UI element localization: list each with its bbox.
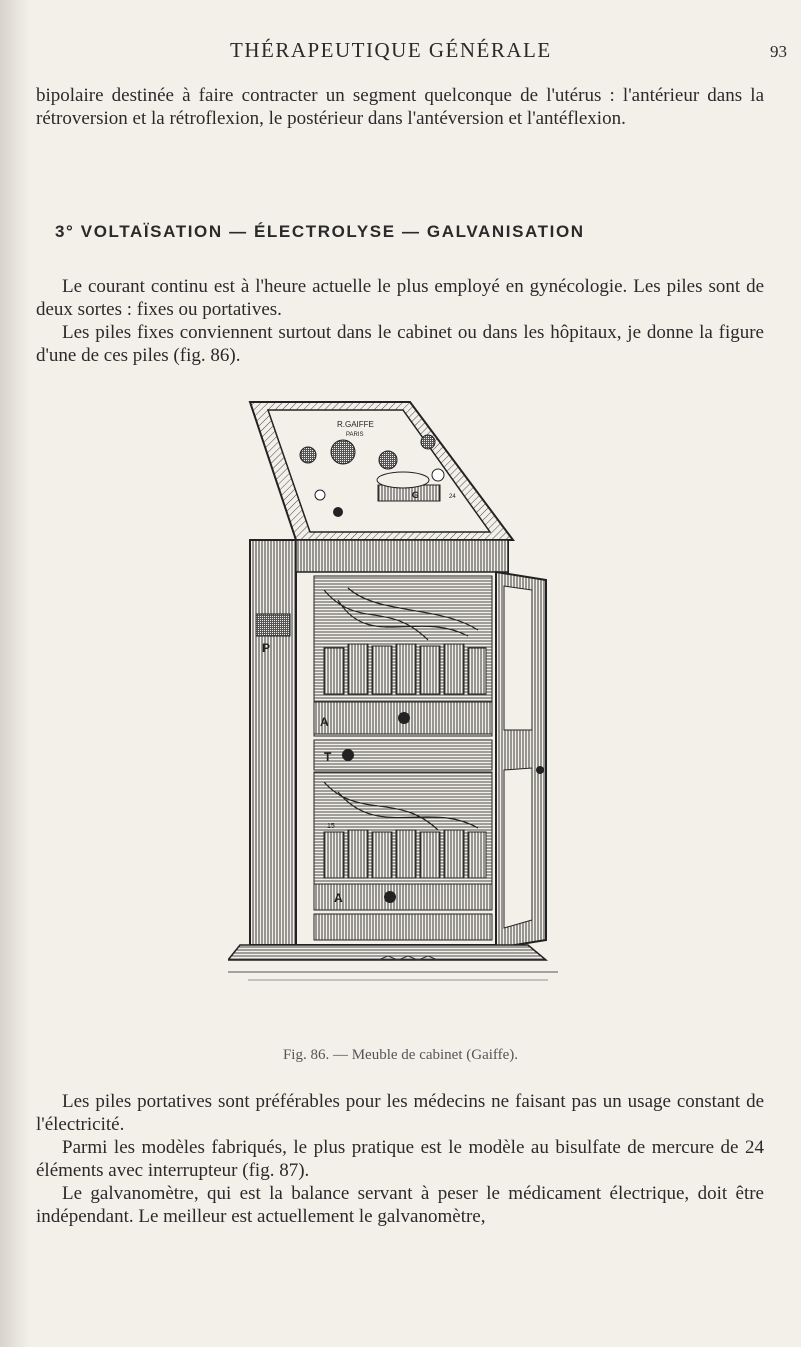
side-switch: [256, 614, 290, 636]
terminal-icon: [333, 507, 343, 517]
door-key-icon: [536, 766, 544, 774]
figure-battery-cabinet: [228, 400, 568, 1030]
lower-battery-cells: [324, 830, 486, 878]
label-24: 24: [449, 494, 456, 500]
label-g: G: [412, 490, 420, 500]
label-a-upper: A: [320, 715, 329, 729]
label-p: P: [262, 641, 271, 655]
cabinet-top-rail: [296, 540, 508, 572]
page-header: [0, 38, 801, 64]
figure-caption: Fig. 86. — Meuble de cabinet (Gaiffe).: [282, 1047, 519, 1063]
dial-knob-icon: [421, 435, 435, 449]
drawer-handle-icon: [342, 749, 354, 761]
label-15: 15: [327, 823, 335, 830]
cabinet-engraving: [228, 400, 568, 1030]
drawer-handle-icon: [398, 712, 410, 724]
base-drawer: [314, 914, 492, 940]
door-panel-upper: [504, 586, 532, 730]
section-heading: 3° VOLTAÏSATION — ÉLECTROLYSE — GALVANISATION: [55, 222, 585, 241]
rheostat-dial-icon: [331, 440, 355, 464]
paragraph-galvanometer: Le galvanomètre, qui est la balance servant à peser le médicament électrique, doit être indépendant. Le meilleur est actuellement le galvanomètre,: [36, 1183, 764, 1227]
terminal-icon: [432, 469, 444, 481]
paragraph-fixed-batteries: Les piles fixes conviennent surtout dans le cabinet ou dans les hôpitaux, je donne la figure d'une de ces piles (fig. 86).: [36, 322, 764, 366]
paragraph-continued: bipolaire destinée à faire contracter un segment quelconque de l'utérus : l'antérieur dans la rétroversion et la rétroflexion, le postérieur dans l'antéversion et l'antéflexion.: [36, 85, 764, 129]
label-a-lower: A: [334, 891, 343, 905]
door-panel-lower: [504, 768, 532, 928]
dial-knob-icon: [300, 447, 316, 463]
binding-shadow: [0, 0, 30, 1347]
middle-drawer: [314, 740, 492, 770]
drawer-handle-icon: [384, 891, 396, 903]
galvanometer-dial-icon: [377, 472, 429, 488]
upper-battery-cells: [324, 644, 486, 694]
maker-label: R.GAIFFE: [337, 420, 374, 429]
paragraph-continuous-current: Le courant continu est à l'heure actuelle le plus employé en gynécologie. Les piles sont de deux sortes : fixes ou portatives.: [36, 276, 764, 320]
dial-knob-icon: [379, 451, 397, 469]
paragraph-models: Parmi les modèles fabriqués, le plus pratique est le modèle au bisulfate de mercure de 24 éléments avec interrupteur (fig. 87).: [36, 1137, 764, 1181]
cabinet-plinth: [228, 945, 546, 960]
city-label: PARIS: [346, 432, 364, 438]
paragraph-portable-batteries: Les piles portatives sont préférables pour les médecins ne faisant pas un usage constant de l'électricité.: [36, 1091, 764, 1135]
label-t: T: [324, 750, 332, 764]
page-number: 93: [770, 42, 787, 61]
terminal-icon: [315, 490, 325, 500]
running-head: THÉRAPEUTIQUE GÉNÉRALE: [230, 38, 552, 62]
